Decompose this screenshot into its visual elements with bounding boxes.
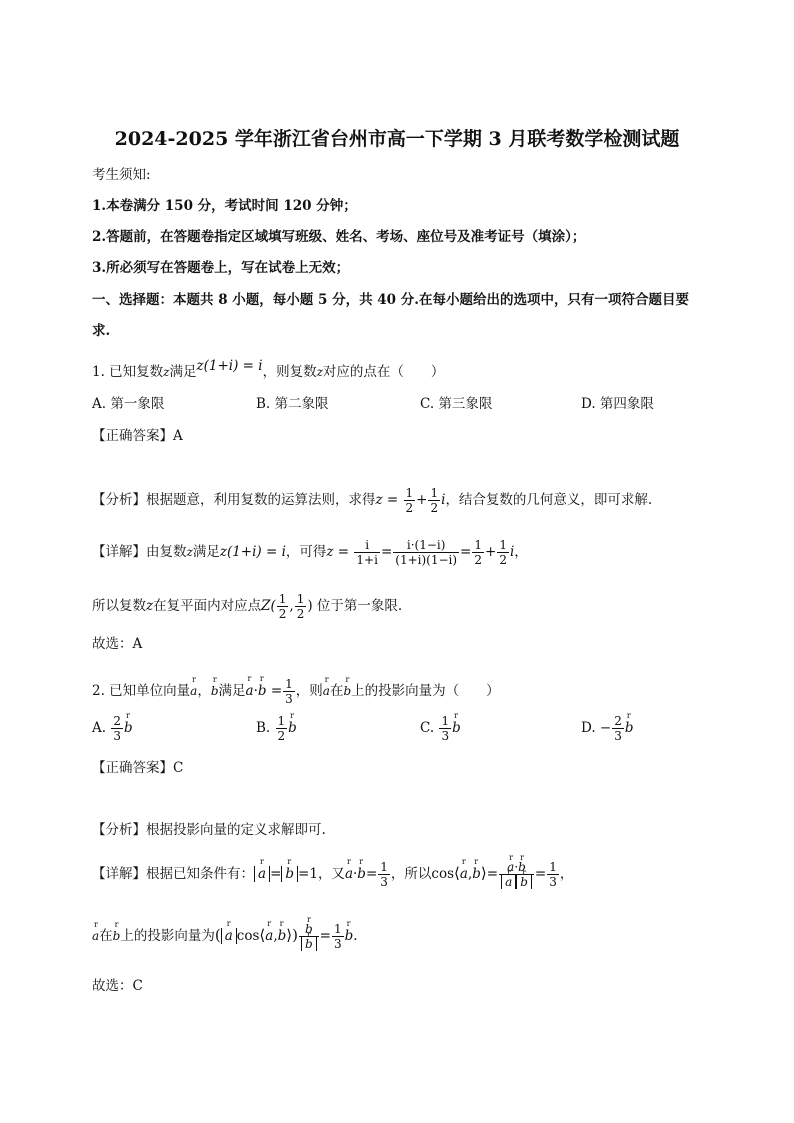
- q1-choice: 故选：A: [92, 636, 143, 652]
- q2-detail: 【详解】根据已知条件有：r a =r b =1，又r a·r b= $\frac{1}{3}$ ，所以cos⟨r a,r b⟩= r a·r b r ar b = $\frac{1}{3}$ ，: [92, 860, 573, 889]
- notice-item-1: 1.本卷满分 150 分，考试时间 120 分钟；: [92, 198, 357, 214]
- q2-option-c: C. $\frac{1}{3}$ r b: [420, 714, 461, 743]
- q1-analysis: 【分析】根据题意，利用复数的运算法则，求得z = $\frac{1}{2}$ + $\frac{1}{2}$ i，结合复数的几何意义，即可求解.: [92, 486, 653, 515]
- notice-item-2: 2.答题前，在答题卷指定区域填写班级、姓名、考场、座位号及准考证号（填涂）；: [92, 229, 586, 245]
- q1-detail: 【详解】由复数z满足z(1+i) = i，可得z = $\frac{i}{1+i}$ = $\frac{i\cdot(1-i)}{(1+i)(1-i)}$ = $\frac{1}{2}$ + $\frac{1}{2}$ i，: [92, 538, 528, 567]
- section-heading-line1: 一、选择题：本题共 8 小题，每小题 5 分，共 40 分.在每小题给出的选项中，只有一项符合题目要: [92, 292, 689, 308]
- notice-item-3: 3.所必须写在答题卷上，写在试卷上无效；: [92, 260, 350, 276]
- q1-option-c: C. 第三象限: [420, 396, 493, 412]
- q2-projection: r a在r b上的投影向量为(r a cos⟨r a,r b⟩) r b r b = $\frac{1}{3}$ r b.: [92, 922, 358, 951]
- q2-option-a: A. $\frac{2}{3}$ r b: [92, 714, 133, 743]
- notice-heading: 考生须知:: [92, 167, 151, 183]
- q2-choice: 故选：C: [92, 978, 143, 994]
- q2-analysis: 【分析】根据投影向量的定义求解即可.: [92, 822, 326, 838]
- q1-option-b: B. 第二象限: [256, 396, 329, 412]
- q2-option-b: B. $\frac{1}{2}$ r b: [256, 714, 297, 743]
- q1-conclusion: 所以复数z在复平面内对应点Z( $\frac{1}{2}$ , $\frac{1}{2}$ ) 位于第一象限.: [92, 592, 403, 621]
- q2-stem: 2. 已知单位向量r a，r b满足r a·r b = $\frac{1}{3}$ ，则r a在r b上的投影向量为（ ）: [92, 677, 500, 706]
- q2-answer: 【正确答案】C: [92, 760, 184, 776]
- q1-answer: 【正确答案】A: [92, 428, 183, 444]
- page-title: 2024-2025 学年浙江省台州市高一下学期 3 月联考数学检测试题: [114, 128, 680, 150]
- q1-stem: 1. 已知复数z满足z(1+i) = i，则复数z对应的点在（ ）: [92, 358, 445, 380]
- q2-option-d: D. − $\frac{2}{3}$ r b: [581, 714, 634, 743]
- q1-option-a: A. 第一象限: [92, 396, 165, 412]
- section-heading-line2: 求.: [92, 323, 111, 339]
- q1-option-d: D. 第四象限: [581, 396, 654, 412]
